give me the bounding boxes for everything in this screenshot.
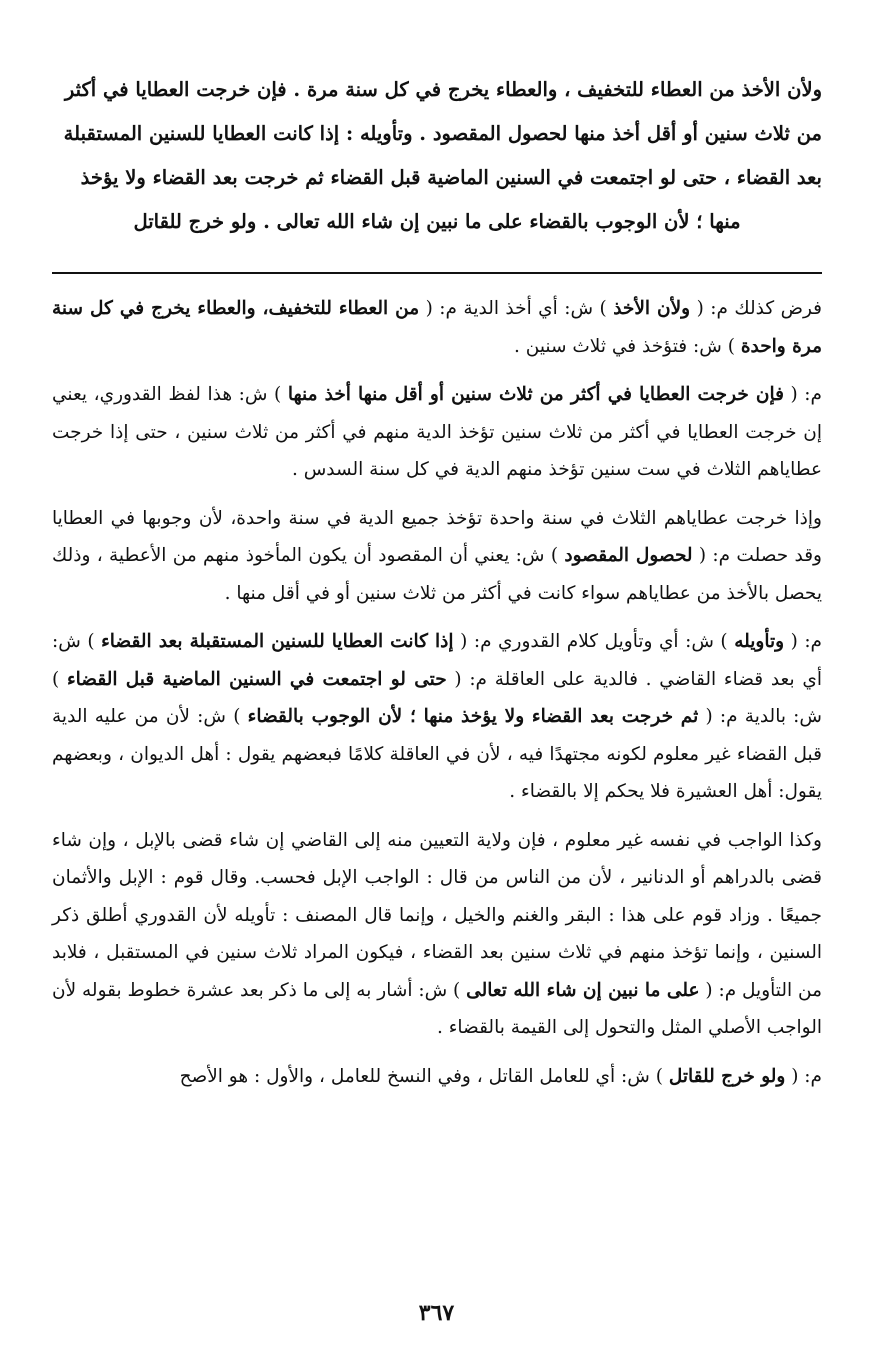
commentary-text: م: (: [784, 631, 823, 652]
main-text-line: من ثلاث سنين أو أقل أخذ منها لحصول المقصود . وتأويله : إذا كانت العطايا للسنين المستقبلة: [63, 122, 822, 145]
commentary: [52, 290, 822, 1106]
main-text-line: منها ؛ لأن الوجوب بالقضاء على ما نبين إن شاء الله تعالى . ولو خرج للقاتل: [133, 210, 741, 233]
page-number: ٣٦٧: [418, 1300, 455, 1326]
main-text-line: بعد القضاء ، حتى لو اجتمعت في السنين الماضية قبل القضاء ثم خرجت بعد القضاء ولا يؤخذ: [80, 166, 822, 189]
commentary-paragraph: [52, 376, 822, 489]
commentary-paragraph: [52, 1058, 822, 1096]
commentary-text: ) ش: يعني أن المقصود أن يكون المأخوذ منهم من الأعطية ، وذلك يحصل بالأخذ من عطاياهم سواء كانت في أكثر من ثلاث سنين أو في أقل منها .: [52, 545, 822, 604]
commentary-text: ) ش: لأن من عليه الدية قبل القضاء غير معلوم لكونه مجتهدًا فيه ، لأن في العاقلة كلامًا فبعضهم يقول : أهل الديوان ، وبعضهم يقول: أهل العشيرة فلا يحكم إلا بالقضاء .: [52, 706, 822, 802]
commentary-text: ) ش: بالدية م: (: [52, 668, 823, 727]
commentary-text: ) ش: هذا لفظ القدوري، يعني إن خرجت العطايا في أكثر من ثلاث سنين تؤخذ الدية منهم في أكثر من ثلاث سنين ، حتى إذا خرجت عطاياهم الثلاث في ست سنين تؤخذ منهم الدية في كل سنة السدس .: [52, 384, 822, 480]
main-text: [52, 68, 822, 244]
commentary-text: ) ش: فتؤخذ في ثلاث سنين .: [514, 335, 741, 357]
quoted-text: فإن خرجت العطايا في أكثر من ثلاث سنين أو أقل منها أخذ منها: [287, 384, 784, 405]
commentary-text: فرض كذلك م: (: [690, 298, 823, 319]
commentary-text: وكذا الواجب في نفسه غير معلوم ، فإن ولاية التعيين منه إلى القاضي إن شاء قضى بالإبل ، وإن شاء قضى بالدراهم أو الدنانير ، لأن من الناس من قال : الواجب الإبل فحسب. وقال قوم : الإبل والأثمان جميعًا . وزاد قوم على هذا : البقر والغنم والخيل ، وإنما قال المصنف : تأويله لأن القدوري أطلق ذكر السنين ، وإنما تؤخذ منهم في ثلاث سنين بعد القضاء ، فيكون المراد ثلاث سنين في المستقبل ، فلابد من التأويل م: (: [52, 829, 822, 1001]
commentary-paragraph: [52, 623, 822, 811]
commentary-paragraph: [52, 290, 822, 365]
commentary-text: ) ش: أشار به إلى ما ذكر بعد عشرة خطوط بقوله لأن الواجب الأصلي المثل والتحول إلى القيمة بالقضاء .: [52, 979, 822, 1038]
quoted-text: لحصول المقصود: [564, 545, 693, 566]
quoted-text: على ما نبين إن شاء الله تعالى: [466, 979, 700, 1001]
commentary-text: م: (: [785, 1065, 822, 1087]
separator-rule: [52, 272, 822, 274]
main-text-line: ولأن الأخذ من العطاء للتخفيف ، والعطاء يخرج في كل سنة مرة . فإن خرجت العطايا في أكثر: [64, 78, 822, 101]
commentary-text: ) ش: أي وتأويل كلام القدوري م: (: [453, 631, 735, 652]
quoted-text: إذا كانت العطايا للسنين المستقبلة بعد القضاء: [101, 631, 454, 652]
commentary-text: م: (: [783, 384, 822, 405]
commentary-paragraph: [52, 500, 822, 613]
commentary-paragraph: [52, 822, 822, 1047]
quoted-text: ولأن الأخذ: [613, 298, 691, 319]
quoted-text: من العطاء للتخفيف، والعطاء يخرج في كل سنة مرة واحدة: [52, 298, 822, 357]
commentary-text: ) ش: أي للعامل القاتل ، وفي النسخ للعامل ، والأول : هو الأصح: [179, 1065, 669, 1087]
quoted-text: وتأويله: [734, 631, 785, 652]
commentary-text: ) ش: أي أخذ الدية م: (: [419, 298, 614, 319]
commentary-text: ) ش: أي بعد قضاء القاضي . فالدية على العاقلة م: (: [52, 631, 822, 690]
commentary-text: وإذا خرجت عطاياهم الثلاث في سنة واحدة تؤخذ جميع الدية في سنة واحدة، لأن وجوبها في العطايا وقد حصلت م: (: [52, 507, 822, 566]
quoted-text: ولو خرج للقاتل: [668, 1065, 786, 1087]
quoted-text: حتى لو اجتمعت في السنين الماضية قبل القضاء: [66, 668, 447, 690]
quoted-text: ثم خرجت بعد القضاء ولا يؤخذ منها ؛ لأن الوجوب بالقضاء: [247, 706, 699, 727]
